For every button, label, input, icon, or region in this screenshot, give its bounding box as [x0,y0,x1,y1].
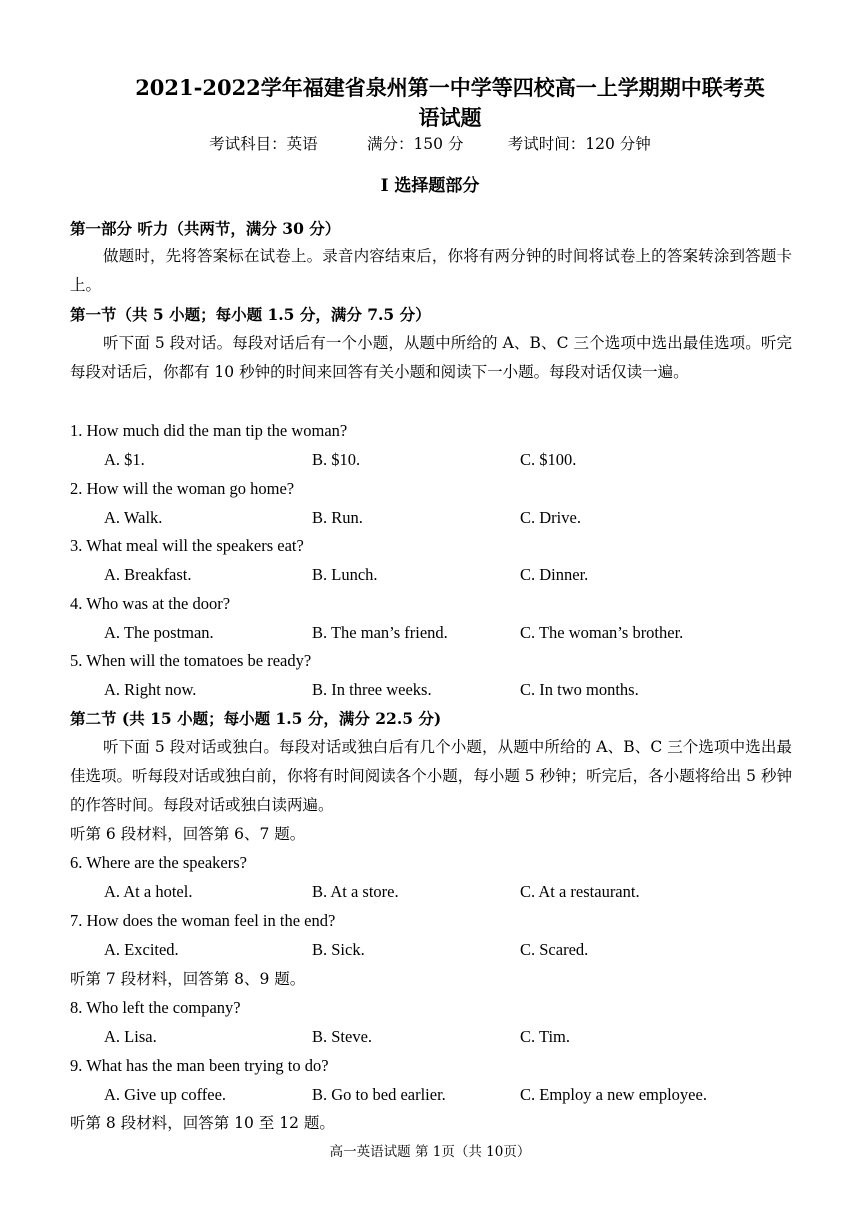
question-9-option-b: B. Go to bed earlier. [312,1085,446,1104]
part1-instructions: 做题时，先将答案标在试卷上。录音内容结束后，你将有两分钟的时间将试卷上的答案转涂到答题卡上。 [70,247,792,294]
section2-instructions: 听下面 5 段对话或独白。每段对话或独白后有几个小题，从题中所给的 A、B、C 三个选项中选出最佳选项。听每段对话或独白前，你将有时间阅读各个小题，每小题 5 秒钟；听完后，各小题将给出 5 秒钟的作答时间。每段对话或独白读两遍。 [70,738,792,814]
page-footer: 高一英语试题 第 1页（共 10页） [329,1144,531,1160]
question-1-option-b: B. $10. [312,450,361,469]
question-5: 5. When will the tomatoes be ready? [70,651,312,670]
question-9-option-a: A. Give up coffee. [104,1085,227,1104]
section1-heading: 第一节（共 5 小题；每小题 1.5 分，满分 7.5 分） [70,305,431,324]
question-4-option-c: C. The woman’s brother. [520,623,684,642]
material-8-instruction: 听第 8 段材料，回答第 10 至 12 题。 [70,1114,335,1132]
question-1-option-c: C. $100. [520,450,577,469]
question-7-option-b: B. Sick. [312,940,365,959]
question-4-option-a: A. The postman. [104,623,214,642]
question-4: 4. Who was at the door? [70,594,231,613]
question-3: 3. What meal will the speakers eat? [70,536,304,555]
question-3-option-a: A. Breakfast. [104,565,192,584]
section2-heading: 第二节 (共 15 小题；每小题 1.5 分，满分 22.5 分) [70,709,442,728]
question-2: 2. How will the woman go home? [70,479,295,498]
question-5-option-a: A. Right now. [104,680,197,699]
question-8: 8. Who left the company? [70,998,241,1017]
question-6-option-c: C. At a restaurant. [520,882,640,901]
exam-title-line2: 语试题 [418,105,482,130]
question-1: 1. How much did the man tip the woman? [70,421,348,440]
question-9-option-c: C. Employ a new employee. [520,1085,707,1104]
material-6-instruction: 听第 6 段材料，回答第 6、7 题。 [70,825,306,843]
question-6-option-a: A. At a hotel. [104,882,193,901]
question-7-option-a: A. Excited. [104,940,179,959]
question-8-option-b: B. Steve. [312,1027,373,1046]
question-1-option-a: A. $1. [104,450,145,469]
section1-instructions: 听下面 5 段对话。每段对话后有一个小题，从题中所给的 A、B、C 三个选项中选出最佳选项。听完每段对话后，你都有 10 秒钟的时间来回答有关小题和阅读下一小题。每段对话仅读一遍。 [70,334,792,381]
question-2-option-c: C. Drive. [520,508,581,527]
question-3-option-c: C. Dinner. [520,565,589,584]
question-6: 6. Where are the speakers? [70,853,247,872]
question-6-option-b: B. At a store. [312,882,399,901]
section-title: I 选择题部分 [380,176,480,196]
question-3-option-b: B. Lunch. [312,565,378,584]
question-9: 9. What has the man been trying to do? [70,1056,329,1075]
question-7: 7. How does the woman feel in the end? [70,911,336,930]
question-2-option-b: B. Run. [312,508,363,527]
question-5-option-b: B. In three weeks. [312,680,432,699]
question-8-option-a: A. Lisa. [104,1027,157,1046]
material-7-instruction: 听第 7 段材料，回答第 8、9 题。 [70,970,306,988]
question-4-option-b: B. The man’s friend. [312,623,448,642]
question-8-option-c: C. Tim. [520,1027,570,1046]
question-7-option-c: C. Scared. [520,940,589,959]
question-5-option-c: C. In two months. [520,680,639,699]
part1-heading: 第一部分 听力（共两节，满分 30 分） [70,219,341,238]
question-2-option-a: A. Walk. [104,508,163,527]
exam-title-line1: 2021-2022学年福建省泉州第一中学等四校高一上学期期中联考英 [135,75,765,100]
exam-info: 考试科目：英语 满分：150 分 考试时间：120 分钟 [209,135,651,153]
